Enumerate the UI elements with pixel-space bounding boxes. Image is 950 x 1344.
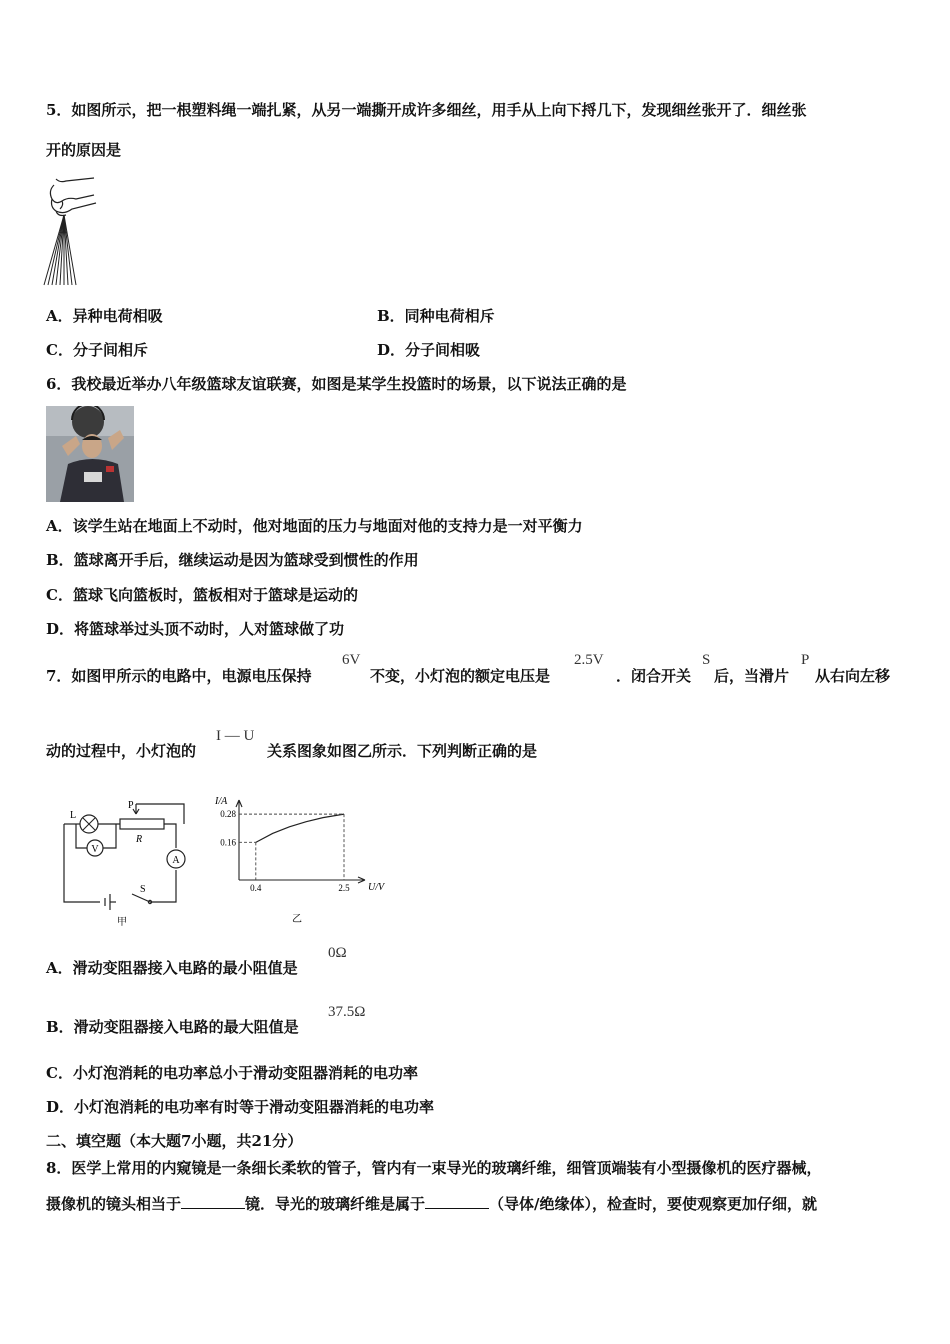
q7-stem-part1: 7．如图甲所示的电路中，电源电压保持 [46,667,312,685]
q7-math-2.5v: 2.5V [574,652,604,668]
rheostat-label: R [136,834,143,845]
q7-stem-line2a: 动的过程中，小灯泡的 [46,742,197,760]
q5-stem-line2: 开的原因是 [46,141,122,159]
q7-math-6v: 6V [342,652,361,668]
q6-option-d: D．将篮球举过头顶不动时，人对篮球做了功 [46,620,345,638]
q7-option-a [46,958,298,978]
q7-option-b-math: 37.5Ω [328,1004,366,1020]
svg-text:V: V [91,844,99,855]
q7-option-c: C．小灯泡消耗的电功率总小于滑动变阻器消耗的电功率 [46,1064,418,1082]
q6-option-c: C．篮球飞向篮板时，篮板相对于篮球是运动的 [46,586,358,604]
x-tick-label: 0.4 [250,883,262,893]
q7-stem-line2b: 关系图象如图乙所示．下列判断正确的是 [267,742,538,760]
q5-option-a: A．异种电荷相吸 [46,307,163,325]
q8-stem-line2 [46,1194,817,1214]
voltmeter-icon [87,840,103,856]
q7-option-b [46,1017,299,1037]
iu-graph [205,790,390,928]
graph-caption: 乙 [292,914,302,925]
q8-stem-line1: 8．医学上常用的内窥镜是一条细长柔软的管子，管内有一束导光的玻璃纤维，细管顶端装有小型摄像机的医疗器械， [46,1159,822,1177]
q5-option-b: B．同种电荷相斥 [377,307,495,325]
lamp-icon [80,815,98,833]
slider-label: P [128,800,134,811]
circuit-diagram [50,796,192,928]
basketball-player-photo [46,406,134,502]
q8-blank-2[interactable] [425,1194,489,1209]
q7-math-i-u: I — U [216,728,255,744]
q7-math-p: P [801,652,810,668]
y-tick-label: 0.28 [220,809,236,820]
ammeter-icon [167,850,185,868]
q8-line2-part-b: 镜．导光的玻璃纤维是属于 [245,1195,426,1213]
q5-hand-strings-figure [42,175,102,287]
q7-option-a-math: 0Ω [328,945,347,961]
q8-blank-1[interactable] [181,1194,245,1209]
q8-line2-part-c: （导体/绝缘体），检查时，要使观察更加仔细，就 [489,1195,818,1213]
section-2-title: 二、填空题（本大题7小题，共21分） [46,1132,303,1150]
q8-line2-part-a: 摄像机的镜头相当于 [46,1195,182,1213]
y-axis-label: I/A [215,796,228,807]
q7-option-d: D．小灯泡消耗的电功率有时等于滑动变阻器消耗的电功率 [46,1098,435,1116]
q5-option-d: D．分子间相吸 [377,341,481,359]
x-tick-label: 2.5 [338,883,350,893]
q7-option-b-text: B．滑动变阻器接入电路的最大阻值是 [46,1018,299,1036]
circuit-caption: 甲 [117,917,127,928]
q6-option-b: B．篮球离开手后，继续运动是因为篮球受到惯性的作用 [46,551,419,569]
q7-stem-part2: 不变，小灯泡的额定电压是 [370,667,551,685]
x-axis-label: U/V [368,882,385,893]
q5-stem-line1: 5．如图所示，把一根塑料绳一端扎紧，从另一端撕开成许多细丝，用手从上向下捋几下，发现细丝张开了．细丝张 [46,101,807,119]
iu-curve [256,814,344,842]
svg-text:A: A [172,855,180,866]
q7-stem-part4: 后，当滑片 [714,667,790,685]
q5-option-c: C．分子间相斥 [46,341,148,359]
q7-stem-part3: ．闭合开关 [616,667,692,685]
switch-label: S [140,884,146,895]
q6-stem: 6．我校最近举办八年级篮球友谊联赛，如图是某学生投篮时的场景，以下说法正确的是 [46,375,627,393]
q7-math-s: S [702,652,711,668]
lamp-label: L [70,810,77,821]
y-tick-label: 0.16 [220,837,236,848]
q7-stem-part5: 从右向左移 [815,667,891,685]
q6-option-a: A．该学生站在地面上不动时，他对地面的压力与地面对他的支持力是一对平衡力 [46,517,583,535]
q7-option-a-text: A．滑动变阻器接入电路的最小阻值是 [46,959,298,977]
